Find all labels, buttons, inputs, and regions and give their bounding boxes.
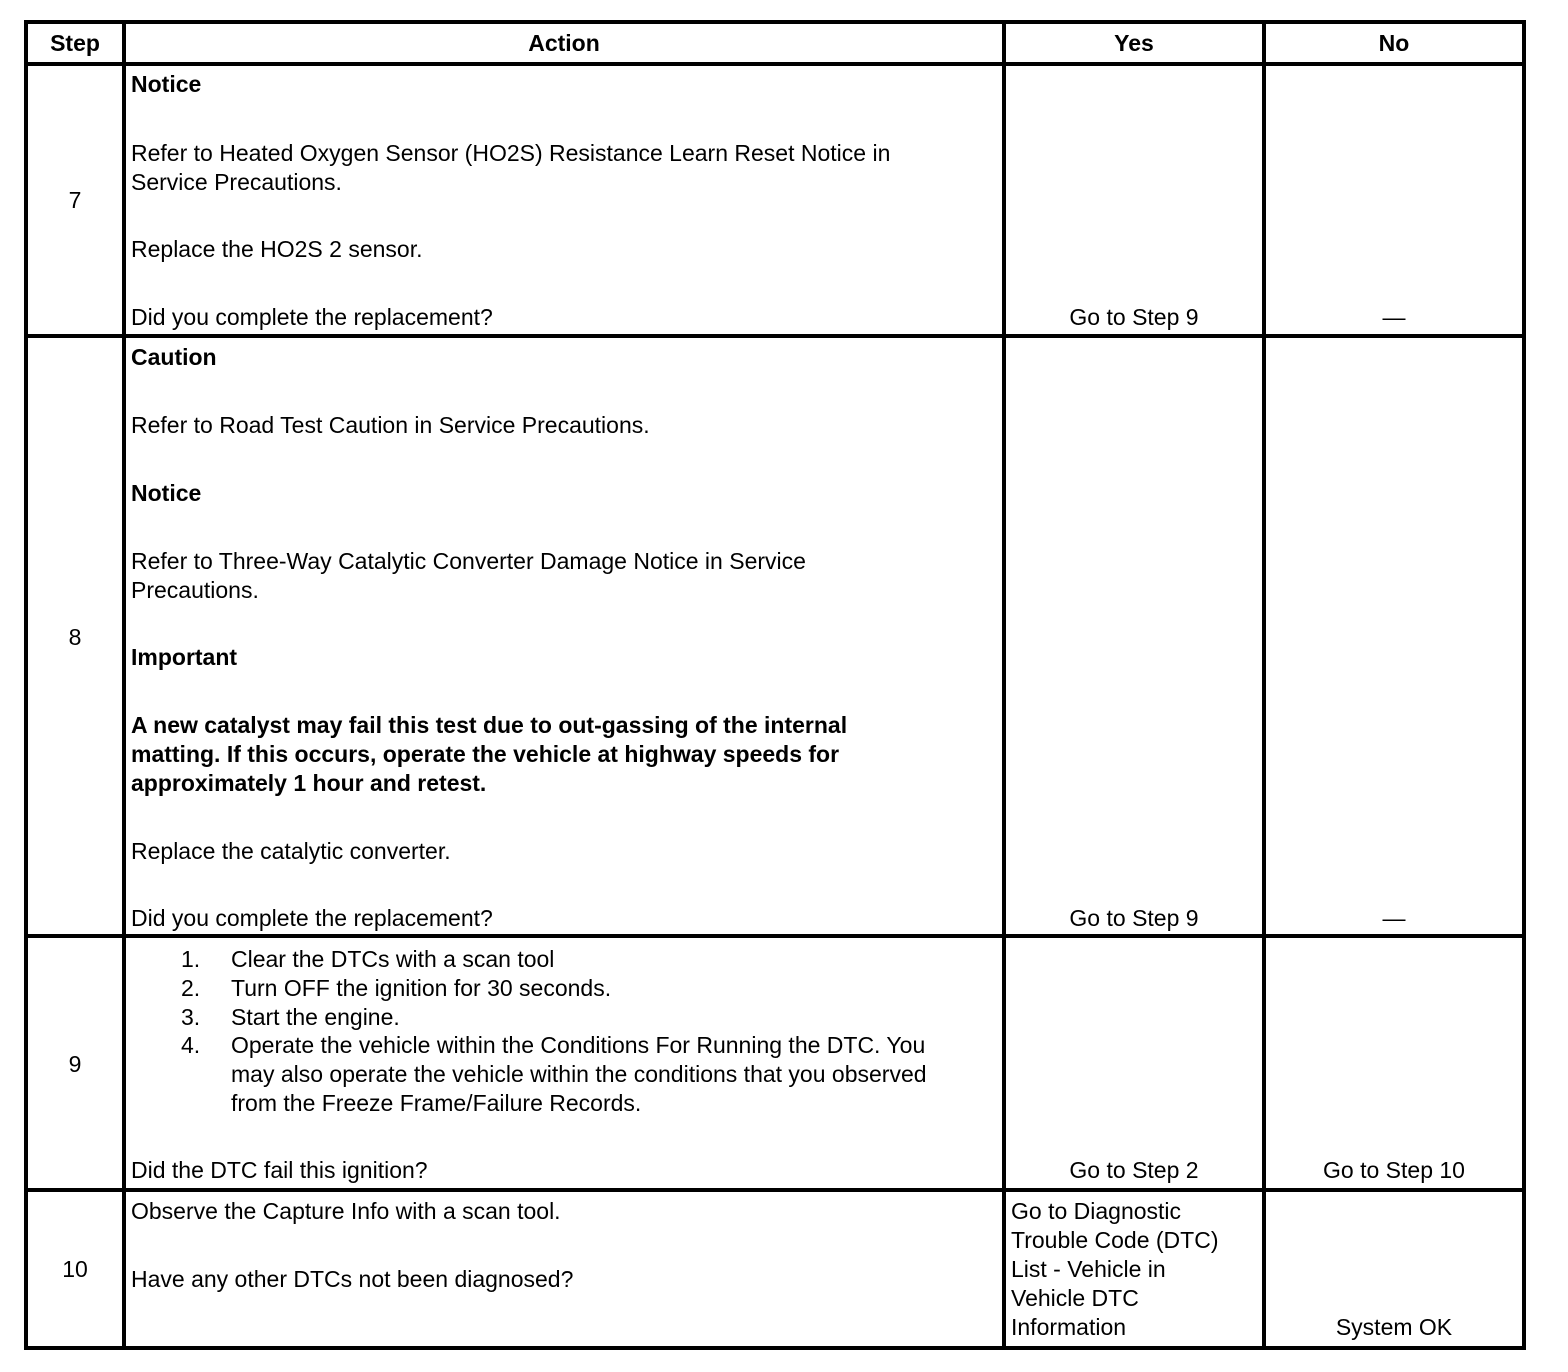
yes-result: Go to Step 9 (1069, 905, 1199, 931)
list-item-number: 4. (181, 1032, 201, 1058)
no-result: Go to Step 10 (1323, 1157, 1465, 1183)
list-item-text: Turn OFF the ignition for 30 seconds. (231, 975, 612, 1001)
no-result: — (1382, 304, 1406, 330)
notice-text: Precautions. (131, 577, 259, 603)
yes-result: Go to Step 2 (1069, 1157, 1199, 1183)
row-divider (24, 334, 1526, 338)
header-yes: Yes (1114, 30, 1154, 56)
list-item-number: 1. (181, 946, 201, 972)
row-divider (24, 1188, 1526, 1192)
important-text: A new catalyst may fail this test due to out-gassing of the internal (131, 712, 848, 738)
list-item-text: Clear the DTCs with a scan tool (231, 946, 555, 972)
step-number: 9 (68, 1051, 82, 1077)
important-text: approximately 1 hour and retest. (131, 770, 487, 796)
diagnostic-table (24, 20, 1526, 1350)
list-item-text: may also operate the vehicle within the conditions that you observed (231, 1061, 927, 1087)
notice-heading: Notice (131, 71, 202, 97)
list-item-text: Start the engine. (231, 1004, 400, 1030)
caution-text: Refer to Road Test Caution in Service Precautions. (131, 412, 650, 438)
header-step: Step (50, 30, 100, 56)
list-item-number: 3. (181, 1004, 201, 1030)
important-text: matting. If this occurs, operate the vehicle at highway speeds for (131, 741, 840, 767)
instruction-text: Replace the HO2S 2 sensor. (131, 236, 423, 262)
step-number: 8 (68, 624, 82, 650)
row-divider (24, 934, 1526, 938)
question-text: Did the DTC fail this ignition? (131, 1157, 428, 1183)
yes-result-line: Vehicle DTC (1011, 1285, 1139, 1311)
instruction-text: Observe the Capture Info with a scan tool. (131, 1198, 561, 1224)
list-item-text: Operate the vehicle within the Conditions For Running the DTC. You (231, 1032, 926, 1058)
header-no: No (1378, 30, 1410, 56)
no-result: System OK (1335, 1314, 1453, 1340)
yes-result-line: List - Vehicle in (1011, 1256, 1166, 1282)
notice-heading: Notice (131, 480, 202, 506)
important-heading: Important (131, 644, 238, 670)
instruction-text: Replace the catalytic converter. (131, 838, 451, 864)
list-item-text: from the Freeze Frame/Failure Records. (231, 1090, 642, 1116)
notice-text: Refer to Three-Way Catalytic Converter Damage Notice in Service (131, 548, 806, 574)
step-number: 7 (68, 187, 82, 213)
notice-text: Refer to Heated Oxygen Sensor (HO2S) Resistance Learn Reset Notice in (131, 140, 891, 166)
list-item-number: 2. (181, 975, 201, 1001)
step-number: 10 (62, 1256, 88, 1282)
notice-text: Service Precautions. (131, 169, 342, 195)
header-divider (24, 62, 1526, 66)
no-result: — (1382, 905, 1406, 931)
yes-result: Go to Step 9 (1069, 304, 1199, 330)
caution-heading: Caution (131, 344, 217, 370)
table-border-bottom (24, 1346, 1526, 1350)
column-divider (1002, 20, 1006, 1350)
table-border-top (24, 20, 1526, 24)
column-divider (122, 20, 126, 1350)
yes-result-line: Information (1011, 1314, 1127, 1340)
table-border-right (1522, 20, 1526, 1350)
header-action: Action (528, 30, 600, 56)
yes-result-line: Go to Diagnostic (1011, 1198, 1182, 1224)
question-text: Did you complete the replacement? (131, 905, 493, 931)
question-text: Have any other DTCs not been diagnosed? (131, 1266, 574, 1292)
question-text: Did you complete the replacement? (131, 304, 493, 330)
column-divider (1262, 20, 1266, 1350)
table-border-left (24, 20, 28, 1350)
yes-result-line: Trouble Code (DTC) (1011, 1227, 1219, 1253)
